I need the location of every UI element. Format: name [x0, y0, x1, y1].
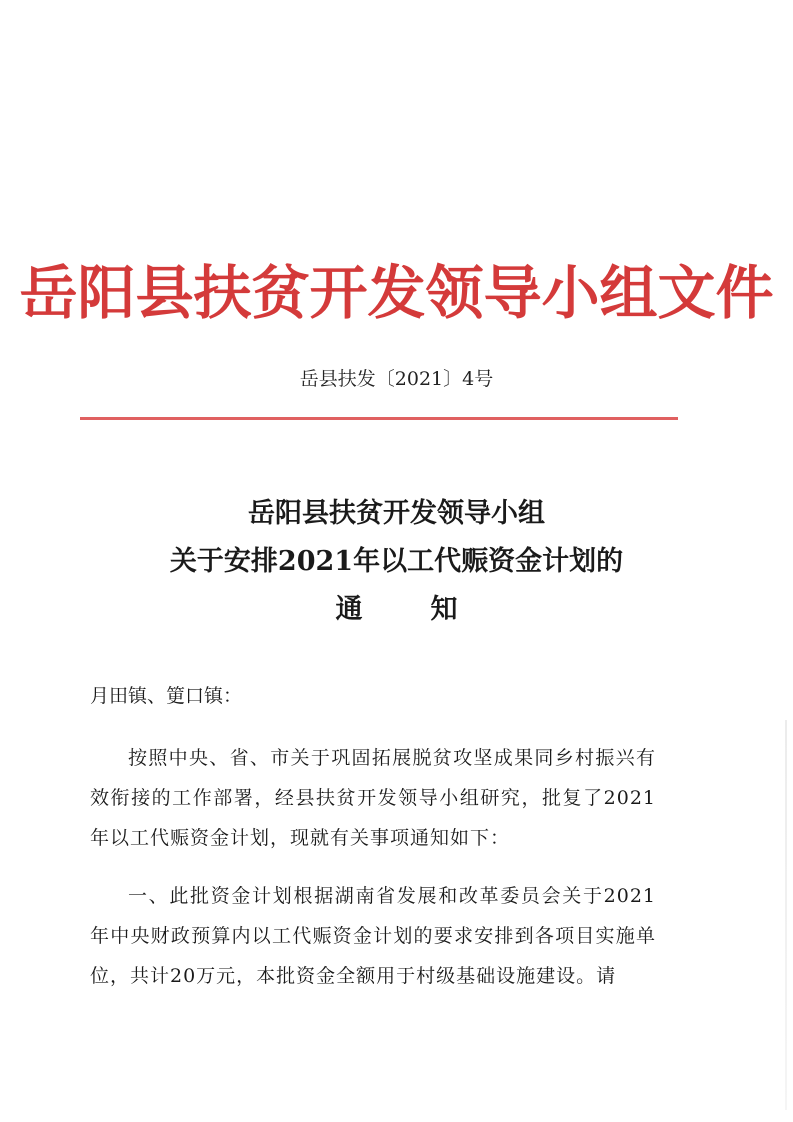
scan-edge-mark [785, 720, 787, 1110]
notice-title-line-1: 岳阳县扶贫开发领导小组 [248, 498, 545, 529]
body-paragraph-2: 一、此批资金计划根据湖南省发展和改革委员会关于2021年中央财政预算内以工代赈资金计划的要求安排到各项目实施单位，共计20万元，本批资金全额用于村级基础设施建设。请 [90, 885, 656, 987]
document-body [90, 676, 656, 1014]
notice-title-line-2: 关于安排2021年以工代赈资金计划的 [169, 546, 624, 577]
document-header-title: 岳阳县扶贫开发领导小组文件 [19, 259, 774, 327]
notice-title [0, 490, 793, 634]
document-number: 岳县扶发〔2021〕4号 [299, 368, 494, 390]
notice-title-line-3: 通知 [335, 594, 526, 625]
red-divider-line [80, 417, 678, 420]
addressee: 月田镇、筻口镇： [90, 685, 243, 707]
body-paragraph-1: 按照中央、省、市关于巩固拓展脱贫攻坚成果同乡村振兴有效衔接的工作部署，经县扶贫开发领导小组研究，批复了2021年以工代赈资金计划，现就有关事项通知如下： [90, 747, 656, 849]
